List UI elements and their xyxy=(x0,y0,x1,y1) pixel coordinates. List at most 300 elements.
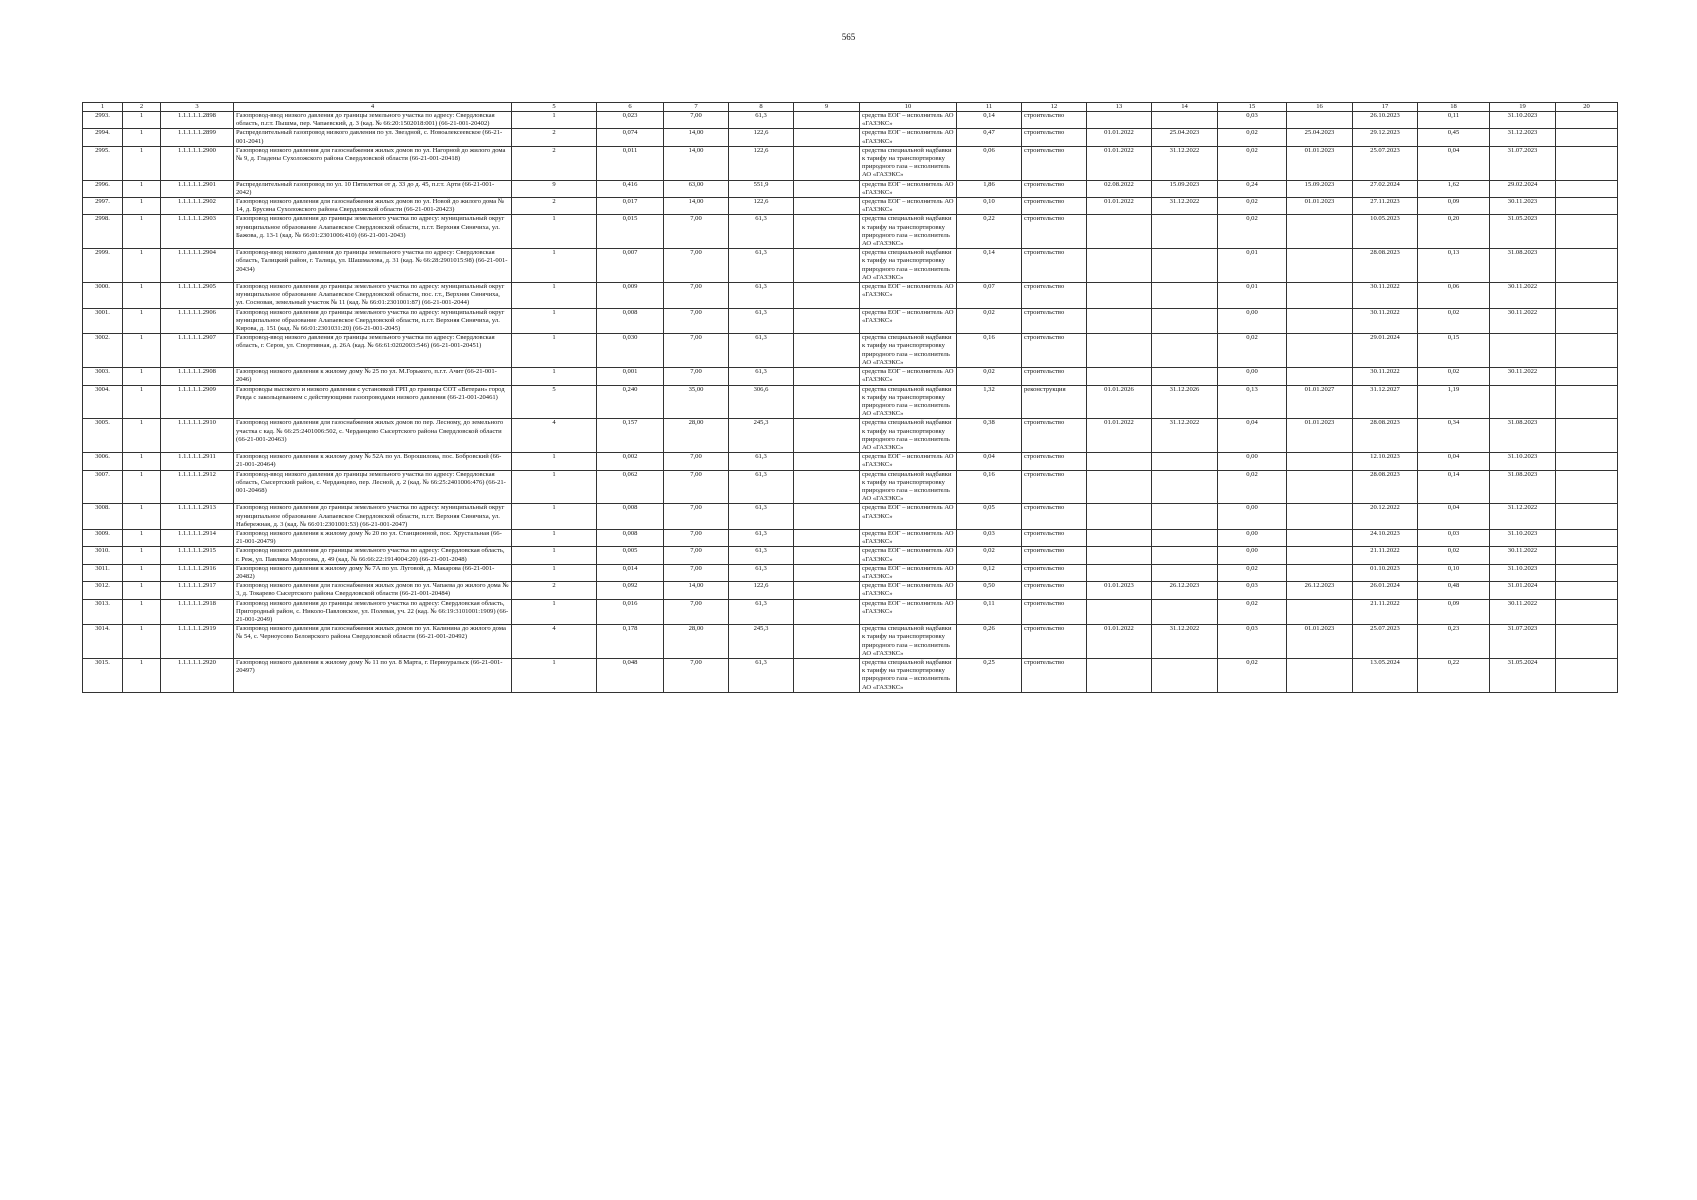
table-row xyxy=(83,215,1618,249)
table-cell-col-20 xyxy=(1556,308,1618,334)
table-cell-col-18: 0,23 xyxy=(1418,625,1490,659)
table-cell-col-3: 1.1.1.1.1.2900 xyxy=(161,146,234,180)
table-cell-col-2: 1 xyxy=(123,582,161,599)
table-cell-col-4: Газопровод низкого давления для газоснабжения жилых домов по ул. Калинина до жилого дома № 54, с. Черноусово Белоярского района Свердловской области (66-21-001-20492) xyxy=(234,625,512,659)
column-number-13: 13 xyxy=(1087,103,1152,112)
table-cell-col-17: 30.11.2022 xyxy=(1353,368,1418,385)
table-cell-col-4: Газопровод низкого давления до границы земельного участка по адресу: муниципальный округ муниципальное образование Алапаевское Свердловской области, п.г.т. Верхняя Синячиха, ул. Кирова, д. 151 (кад. № 66:01:2301031:20) (66-21-001-2045) xyxy=(234,308,512,334)
table-cell-col-18: 0,11 xyxy=(1418,112,1490,129)
table-cell-col-7: 14,00 xyxy=(664,129,729,146)
table-cell-col-8: 61,3 xyxy=(729,112,794,129)
table-cell-col-2: 1 xyxy=(123,180,161,197)
table-cell-col-10: средства ЕОГ – исполнитель АО «ГАЗЭКС» xyxy=(860,453,957,470)
table-cell-col-17: 30.11.2022 xyxy=(1353,283,1418,309)
table-cell-col-6: 0,157 xyxy=(597,419,664,453)
column-number-9: 9 xyxy=(794,103,860,112)
table-cell-col-16: 01.01.2027 xyxy=(1287,385,1353,419)
column-number-19: 19 xyxy=(1490,103,1556,112)
table-cell-col-3: 1.1.1.1.1.2908 xyxy=(161,368,234,385)
table-cell-col-8: 61,3 xyxy=(729,547,794,564)
table-cell-col-16 xyxy=(1287,599,1353,625)
column-number-16: 16 xyxy=(1287,103,1353,112)
table-cell-col-7: 7,00 xyxy=(664,470,729,504)
table-cell-col-3: 1.1.1.1.1.2906 xyxy=(161,308,234,334)
table-cell-col-16: 01.01.2023 xyxy=(1287,146,1353,180)
table-cell-col-15: 0,02 xyxy=(1218,599,1287,625)
table-cell-col-4: Газопровод низкого давления к жилому дому № 52А по ул. Ворошилова, пос. Бобровский (66-21-001-20464) xyxy=(234,453,512,470)
table-cell-col-14 xyxy=(1152,659,1218,693)
table-cell-col-10: средства ЕОГ – исполнитель АО «ГАЗЭКС» xyxy=(860,529,957,546)
table-cell-col-13 xyxy=(1087,599,1152,625)
table-cell-col-15: 0,02 xyxy=(1218,146,1287,180)
table-cell-col-18: 0,13 xyxy=(1418,249,1490,283)
table-cell-col-1: 3003. xyxy=(83,368,123,385)
table-cell-col-3: 1.1.1.1.1.2913 xyxy=(161,504,234,530)
table-cell-col-19: 30.11.2022 xyxy=(1490,308,1556,334)
table-cell-col-14: 15.09.2023 xyxy=(1152,180,1218,197)
table-cell-col-2: 1 xyxy=(123,198,161,215)
table-cell-col-14 xyxy=(1152,215,1218,249)
table-cell-col-2: 1 xyxy=(123,249,161,283)
table-cell-col-15: 0,04 xyxy=(1218,419,1287,453)
table-cell-col-4: Газопровод-ввод низкого давления до границы земельного участка по адресу: Свердловская область, п.г.т. Пышма, пер. Чапаевский, д. 3 (кад. № 66:20:1502018:001) (66-21-001-20402) xyxy=(234,112,512,129)
table-cell-col-8: 61,3 xyxy=(729,215,794,249)
table-cell-col-19: 30.11.2022 xyxy=(1490,283,1556,309)
table-cell-col-6: 0,017 xyxy=(597,198,664,215)
column-number-15: 15 xyxy=(1218,103,1287,112)
table-cell-col-1: 3007. xyxy=(83,470,123,504)
table-cell-col-4: Газопровод-ввод низкого давления до границы земельного участка по адресу: Свердловская область, Талицкий район, г. Талица, ул. Шашмалова, д. 31 (кад. № 66:28:2901015:98) (66-21-001-20434) xyxy=(234,249,512,283)
table-cell-col-7: 14,00 xyxy=(664,198,729,215)
table-cell-col-11: 0,02 xyxy=(957,547,1022,564)
table-cell-col-9 xyxy=(794,419,860,453)
table-cell-col-8: 245,3 xyxy=(729,419,794,453)
table-cell-col-20 xyxy=(1556,529,1618,546)
table-cell-col-10: средства ЕОГ – исполнитель АО «ГАЗЭКС» xyxy=(860,180,957,197)
table-cell-col-3: 1.1.1.1.1.2898 xyxy=(161,112,234,129)
table-cell-col-15: 0,13 xyxy=(1218,385,1287,419)
table-cell-col-7: 7,00 xyxy=(664,249,729,283)
table-cell-col-2: 1 xyxy=(123,129,161,146)
table-row xyxy=(83,180,1618,197)
table-cell-col-17: 27.02.2024 xyxy=(1353,180,1418,197)
table-cell-col-10: средства ЕОГ – исполнитель АО «ГАЗЭКС» xyxy=(860,547,957,564)
table-cell-col-2: 1 xyxy=(123,368,161,385)
table-cell-col-19: 31.10.2023 xyxy=(1490,529,1556,546)
table-cell-col-8: 122,6 xyxy=(729,198,794,215)
table-cell-col-10: средства ЕОГ – исполнитель АО «ГАЗЭКС» xyxy=(860,368,957,385)
table-cell-col-10: средства ЕОГ – исполнитель АО «ГАЗЭКС» xyxy=(860,283,957,309)
table-cell-col-5: 4 xyxy=(512,419,597,453)
table-cell-col-4: Газопровод низкого давления до границы земельного участка по адресу: Свердловская область, г. Реж, ул. Павлика Морозова, д. 49 (кад. № 66:66:22:1914004:20) (66-21-001-2048) xyxy=(234,547,512,564)
table-cell-col-12: строительство xyxy=(1022,146,1087,180)
table-cell-col-2: 1 xyxy=(123,564,161,581)
table-cell-col-9 xyxy=(794,529,860,546)
table-cell-col-20 xyxy=(1556,198,1618,215)
table-row xyxy=(83,582,1618,599)
table-cell-col-10: средства ЕОГ – исполнитель АО «ГАЗЭКС» xyxy=(860,308,957,334)
table-row xyxy=(83,146,1618,180)
table-cell-col-19: 31.05.2024 xyxy=(1490,659,1556,693)
table-cell-col-8: 61,3 xyxy=(729,659,794,693)
table-cell-col-6: 0,062 xyxy=(597,470,664,504)
table-cell-col-13: 01.01.2026 xyxy=(1087,385,1152,419)
table-cell-col-5: 9 xyxy=(512,180,597,197)
table-cell-col-12: строительство xyxy=(1022,334,1087,368)
column-number-12: 12 xyxy=(1022,103,1087,112)
table-cell-col-3: 1.1.1.1.1.2904 xyxy=(161,249,234,283)
column-number-1: 1 xyxy=(83,103,123,112)
table-cell-col-17: 31.12.2027 xyxy=(1353,385,1418,419)
table-cell-col-12: строительство xyxy=(1022,564,1087,581)
table-cell-col-14: 31.12.2022 xyxy=(1152,625,1218,659)
table-cell-col-19: 30.11.2023 xyxy=(1490,198,1556,215)
table-cell-col-12: строительство xyxy=(1022,453,1087,470)
column-number-7: 7 xyxy=(664,103,729,112)
table-cell-col-20 xyxy=(1556,659,1618,693)
table-cell-col-5: 5 xyxy=(512,385,597,419)
table-cell-col-6: 0,002 xyxy=(597,453,664,470)
table-cell-col-11: 0,02 xyxy=(957,368,1022,385)
table-cell-col-14 xyxy=(1152,504,1218,530)
table-cell-col-9 xyxy=(794,215,860,249)
table-cell-col-12: строительство xyxy=(1022,368,1087,385)
table-cell-col-1: 3009. xyxy=(83,529,123,546)
table-cell-col-20 xyxy=(1556,419,1618,453)
table-cell-col-4: Газопровод низкого давления к жилому дому № 25 по ул. М.Горького, п.г.т. Ачит (66-21-001-2046) xyxy=(234,368,512,385)
table-cell-col-10: средства специальной надбавки к тарифу на транспортировку природного газа – исполнитель АО «ГАЗЭКС» xyxy=(860,470,957,504)
column-number-row xyxy=(83,103,1618,112)
table-cell-col-13 xyxy=(1087,112,1152,129)
table-cell-col-19: 31.05.2023 xyxy=(1490,215,1556,249)
table-cell-col-20 xyxy=(1556,180,1618,197)
table-cell-col-9 xyxy=(794,308,860,334)
table-cell-col-7: 63,00 xyxy=(664,180,729,197)
table-cell-col-1: 3015. xyxy=(83,659,123,693)
table-cell-col-11: 0,38 xyxy=(957,419,1022,453)
table-cell-col-14: 31.12.2022 xyxy=(1152,419,1218,453)
page-number: 565 xyxy=(841,32,856,42)
table-cell-col-3: 1.1.1.1.1.2914 xyxy=(161,529,234,546)
table-cell-col-15: 0,00 xyxy=(1218,529,1287,546)
table-cell-col-1: 3005. xyxy=(83,419,123,453)
table-cell-col-15: 0,00 xyxy=(1218,547,1287,564)
table-cell-col-6: 0,007 xyxy=(597,249,664,283)
table-cell-col-16: 26.12.2023 xyxy=(1287,582,1353,599)
table-cell-col-5: 1 xyxy=(512,249,597,283)
table-cell-col-10: средства специальной надбавки к тарифу на транспортировку природного газа – исполнитель АО «ГАЗЭКС» xyxy=(860,334,957,368)
table-cell-col-15: 0,00 xyxy=(1218,504,1287,530)
table-cell-col-4: Газопровод низкого давления к жилому дому № 11 по ул. 8 Марта, г. Первоуральск (66-21-001-20497) xyxy=(234,659,512,693)
table-cell-col-13 xyxy=(1087,249,1152,283)
table-cell-col-19 xyxy=(1490,385,1556,419)
table-cell-col-19: 30.11.2022 xyxy=(1490,599,1556,625)
column-number-14: 14 xyxy=(1152,103,1218,112)
table-cell-col-10: средства специальной надбавки к тарифу на транспортировку природного газа – исполнитель АО «ГАЗЭКС» xyxy=(860,625,957,659)
table-cell-col-18: 1,62 xyxy=(1418,180,1490,197)
table-cell-col-19: 31.08.2023 xyxy=(1490,419,1556,453)
table-cell-col-3: 1.1.1.1.1.2910 xyxy=(161,419,234,453)
table-cell-col-2: 1 xyxy=(123,419,161,453)
table-cell-col-11: 0,14 xyxy=(957,112,1022,129)
table-cell-col-12: строительство xyxy=(1022,504,1087,530)
table-cell-col-4: Газопровод низкого давления к жилому дому № 20 по ул. Станционной, пос. Хрустальная (66-21-001-20479) xyxy=(234,529,512,546)
table-cell-col-15: 0,03 xyxy=(1218,625,1287,659)
table-cell-col-18: 0,06 xyxy=(1418,283,1490,309)
table-cell-col-15: 0,02 xyxy=(1218,215,1287,249)
table-cell-col-2: 1 xyxy=(123,453,161,470)
table-cell-col-18: 0,02 xyxy=(1418,368,1490,385)
table-cell-col-18: 0,15 xyxy=(1418,334,1490,368)
table-row xyxy=(83,599,1618,625)
table-cell-col-13: 01.01.2022 xyxy=(1087,625,1152,659)
table-cell-col-4: Газопровод-ввод низкого давления до границы земельного участка по адресу: Свердловская область, Сысертский район, с. Черданцево, пер. Лесной, д. 2 (кад. № 66:25:2401006:476) (66-21-001-20468) xyxy=(234,470,512,504)
table-cell-col-19: 30.11.2022 xyxy=(1490,368,1556,385)
table-cell-col-12: строительство xyxy=(1022,419,1087,453)
table-cell-col-13 xyxy=(1087,308,1152,334)
table-cell-col-9 xyxy=(794,453,860,470)
table-cell-col-9 xyxy=(794,470,860,504)
table-cell-col-8: 61,3 xyxy=(729,470,794,504)
table-cell-col-3: 1.1.1.1.1.2902 xyxy=(161,198,234,215)
table-cell-col-9 xyxy=(794,249,860,283)
column-number-5: 5 xyxy=(512,103,597,112)
table-cell-col-18: 0,03 xyxy=(1418,529,1490,546)
column-number-17: 17 xyxy=(1353,103,1418,112)
table-cell-col-13: 01.01.2022 xyxy=(1087,419,1152,453)
table-cell-col-11: 0,03 xyxy=(957,529,1022,546)
table-row xyxy=(83,283,1618,309)
table-cell-col-20 xyxy=(1556,112,1618,129)
table-cell-col-2: 1 xyxy=(123,308,161,334)
table-cell-col-2: 1 xyxy=(123,146,161,180)
table-cell-col-5: 1 xyxy=(512,112,597,129)
investment-table xyxy=(82,102,1617,693)
table-cell-col-9 xyxy=(794,334,860,368)
table-cell-col-12: строительство xyxy=(1022,129,1087,146)
table-cell-col-18: 0,14 xyxy=(1418,470,1490,504)
column-number-8: 8 xyxy=(729,103,794,112)
column-number-2: 2 xyxy=(123,103,161,112)
table-cell-col-4: Газопроводы высокого и низкого давления с установкой ГРП до границы СОТ «Ветеран» город Ревда с закольцеванием с действующими газопроводами низкого давления (66-21-001-20461) xyxy=(234,385,512,419)
table-cell-col-1: 2997. xyxy=(83,198,123,215)
table-cell-col-6: 0,015 xyxy=(597,215,664,249)
table-row xyxy=(83,112,1618,129)
table-cell-col-7: 7,00 xyxy=(664,308,729,334)
table-cell-col-4: Распределительный газопровод низкого давления по ул. Звездной, с. Новоалексеевское (66-21-001-2041) xyxy=(234,129,512,146)
table-cell-col-6: 0,030 xyxy=(597,334,664,368)
table-cell-col-7: 28,00 xyxy=(664,419,729,453)
table-cell-col-11: 0,14 xyxy=(957,249,1022,283)
table-cell-col-1: 3013. xyxy=(83,599,123,625)
table-cell-col-5: 1 xyxy=(512,283,597,309)
table-cell-col-18: 0,22 xyxy=(1418,659,1490,693)
table-cell-col-18: 0,04 xyxy=(1418,453,1490,470)
table-cell-col-9 xyxy=(794,599,860,625)
table-cell-col-10: средства специальной надбавки к тарифу на транспортировку природного газа – исполнитель АО «ГАЗЭКС» xyxy=(860,249,957,283)
table-cell-col-3: 1.1.1.1.1.2903 xyxy=(161,215,234,249)
table-cell-col-19: 31.12.2023 xyxy=(1490,129,1556,146)
table-cell-col-5: 2 xyxy=(512,129,597,146)
table-cell-col-3: 1.1.1.1.1.2920 xyxy=(161,659,234,693)
table-cell-col-20 xyxy=(1556,146,1618,180)
table-cell-col-17: 24.10.2023 xyxy=(1353,529,1418,546)
table-cell-col-11: 1,86 xyxy=(957,180,1022,197)
table-cell-col-11: 1,32 xyxy=(957,385,1022,419)
table-cell-col-5: 1 xyxy=(512,659,597,693)
table-cell-col-20 xyxy=(1556,385,1618,419)
table-cell-col-12: строительство xyxy=(1022,529,1087,546)
table-cell-col-7: 7,00 xyxy=(664,453,729,470)
table-cell-col-8: 61,3 xyxy=(729,308,794,334)
table-cell-col-20 xyxy=(1556,249,1618,283)
table-cell-col-5: 1 xyxy=(512,529,597,546)
table-cell-col-3: 1.1.1.1.1.2918 xyxy=(161,599,234,625)
table-cell-col-5: 1 xyxy=(512,504,597,530)
table-cell-col-20 xyxy=(1556,547,1618,564)
table-cell-col-6: 0,014 xyxy=(597,564,664,581)
table-cell-col-13 xyxy=(1087,215,1152,249)
table-cell-col-12: строительство xyxy=(1022,599,1087,625)
table-cell-col-1: 2994. xyxy=(83,129,123,146)
table-cell-col-15: 0,00 xyxy=(1218,368,1287,385)
table-cell-col-11: 0,16 xyxy=(957,470,1022,504)
table-cell-col-13: 01.01.2023 xyxy=(1087,582,1152,599)
table-cell-col-12: строительство xyxy=(1022,582,1087,599)
table-cell-col-4: Газопровод низкого давления к жилому дому № 7А по ул. Луговой, д. Макарова (66-21-001-20482) xyxy=(234,564,512,581)
table-cell-col-17: 29.01.2024 xyxy=(1353,334,1418,368)
table-cell-col-20 xyxy=(1556,129,1618,146)
table-cell-col-2: 1 xyxy=(123,470,161,504)
table-cell-col-20 xyxy=(1556,453,1618,470)
table-cell-col-3: 1.1.1.1.1.2915 xyxy=(161,547,234,564)
table-cell-col-1: 3012. xyxy=(83,582,123,599)
table-cell-col-14 xyxy=(1152,470,1218,504)
table-cell-col-18: 0,09 xyxy=(1418,198,1490,215)
table-cell-col-11: 0,04 xyxy=(957,453,1022,470)
table-cell-col-19: 31.12.2022 xyxy=(1490,504,1556,530)
table-cell-col-3: 1.1.1.1.1.2905 xyxy=(161,283,234,309)
table-cell-col-12: строительство xyxy=(1022,283,1087,309)
table-row xyxy=(83,198,1618,215)
table-cell-col-1: 3014. xyxy=(83,625,123,659)
table-cell-col-9 xyxy=(794,385,860,419)
table-cell-col-12: строительство xyxy=(1022,659,1087,693)
table-cell-col-14 xyxy=(1152,529,1218,546)
table-cell-col-10: средства специальной надбавки к тарифу на транспортировку природного газа – исполнитель АО «ГАЗЭКС» xyxy=(860,146,957,180)
table-cell-col-12: строительство xyxy=(1022,180,1087,197)
table-cell-col-2: 1 xyxy=(123,599,161,625)
column-number-6: 6 xyxy=(597,103,664,112)
table-cell-col-17: 30.11.2022 xyxy=(1353,308,1418,334)
table-cell-col-1: 3001. xyxy=(83,308,123,334)
table-cell-col-1: 3006. xyxy=(83,453,123,470)
table-cell-col-14 xyxy=(1152,547,1218,564)
table-cell-col-11: 0,02 xyxy=(957,308,1022,334)
table-cell-col-11: 0,06 xyxy=(957,146,1022,180)
table-cell-col-5: 1 xyxy=(512,215,597,249)
table-cell-col-20 xyxy=(1556,334,1618,368)
table-cell-col-8: 61,3 xyxy=(729,599,794,625)
table-cell-col-7: 28,00 xyxy=(664,625,729,659)
table-cell-col-11: 0,26 xyxy=(957,625,1022,659)
table-cell-col-16: 01.01.2023 xyxy=(1287,198,1353,215)
table-cell-col-10: средства ЕОГ – исполнитель АО «ГАЗЭКС» xyxy=(860,564,957,581)
table-cell-col-18: 0,45 xyxy=(1418,129,1490,146)
table-cell-col-9 xyxy=(794,504,860,530)
table-cell-col-14: 31.12.2022 xyxy=(1152,198,1218,215)
table-row xyxy=(83,529,1618,546)
table-cell-col-16 xyxy=(1287,659,1353,693)
table-cell-col-4: Газопровод низкого давления для газоснабжения жилых домов по ул. Новой до жилого дома № 14, д. Брусяна Сухоложского района Свердловской области (66-21-001-20423) xyxy=(234,198,512,215)
table-cell-col-18: 0,02 xyxy=(1418,547,1490,564)
table-cell-col-18: 0,02 xyxy=(1418,308,1490,334)
table-cell-col-2: 1 xyxy=(123,334,161,368)
table-cell-col-15: 0,02 xyxy=(1218,470,1287,504)
table-row xyxy=(83,547,1618,564)
table-cell-col-6: 0,178 xyxy=(597,625,664,659)
table-cell-col-9 xyxy=(794,547,860,564)
table-cell-col-13: 02.08.2022 xyxy=(1087,180,1152,197)
table-cell-col-14 xyxy=(1152,249,1218,283)
table-cell-col-18: 1,19 xyxy=(1418,385,1490,419)
table-cell-col-16 xyxy=(1287,504,1353,530)
table-cell-col-3: 1.1.1.1.1.2911 xyxy=(161,453,234,470)
table-cell-col-8: 61,3 xyxy=(729,564,794,581)
table-cell-col-14: 26.12.2023 xyxy=(1152,582,1218,599)
table-cell-col-7: 7,00 xyxy=(664,659,729,693)
table-cell-col-4: Газопровод-ввод низкого давления до границы земельного участка по адресу: Свердловская область, г. Серов, ул. Спортивная, д. 26А (кад. № 66:61:0202003:546) (66-21-001-20451) xyxy=(234,334,512,368)
table-cell-col-4: Газопровод низкого давления для газоснабжения жилых домов по пер. Лесному, до земельного участка с кад. № 66:25:2401006:502, с. Черданцево Сысертского района Свердловской области (66-21-001-20463) xyxy=(234,419,512,453)
table-cell-col-10: средства ЕОГ – исполнитель АО «ГАЗЭКС» xyxy=(860,112,957,129)
table-cell-col-20 xyxy=(1556,625,1618,659)
table-cell-col-18: 0,10 xyxy=(1418,564,1490,581)
table-cell-col-17: 25.07.2023 xyxy=(1353,146,1418,180)
table-cell-col-14 xyxy=(1152,334,1218,368)
table-cell-col-12: реконструкция xyxy=(1022,385,1087,419)
table-cell-col-18: 0,34 xyxy=(1418,419,1490,453)
table-row xyxy=(83,129,1618,146)
table-cell-col-1: 2998. xyxy=(83,215,123,249)
table-cell-col-11: 0,16 xyxy=(957,334,1022,368)
table-row xyxy=(83,334,1618,368)
table-cell-col-16 xyxy=(1287,283,1353,309)
table-cell-col-7: 7,00 xyxy=(664,547,729,564)
table-cell-col-14 xyxy=(1152,368,1218,385)
table-cell-col-16 xyxy=(1287,249,1353,283)
table-cell-col-8: 61,3 xyxy=(729,334,794,368)
table-cell-col-16: 01.01.2023 xyxy=(1287,625,1353,659)
table-cell-col-7: 7,00 xyxy=(664,504,729,530)
table-cell-col-1: 3011. xyxy=(83,564,123,581)
table-cell-col-1: 3004. xyxy=(83,385,123,419)
table-cell-col-7: 7,00 xyxy=(664,368,729,385)
table-cell-col-2: 1 xyxy=(123,215,161,249)
table-cell-col-13 xyxy=(1087,529,1152,546)
table-cell-col-5: 1 xyxy=(512,334,597,368)
table-cell-col-10: средства ЕОГ – исполнитель АО «ГАЗЭКС» xyxy=(860,504,957,530)
table-cell-col-14: 31.12.2022 xyxy=(1152,146,1218,180)
table-cell-col-19: 31.07.2023 xyxy=(1490,625,1556,659)
table-cell-col-9 xyxy=(794,625,860,659)
table-cell-col-10: средства ЕОГ – исполнитель АО «ГАЗЭКС» xyxy=(860,599,957,625)
table-cell-col-5: 2 xyxy=(512,198,597,215)
table-cell-col-15: 0,03 xyxy=(1218,582,1287,599)
table-cell-col-3: 1.1.1.1.1.2901 xyxy=(161,180,234,197)
table-cell-col-19: 31.10.2023 xyxy=(1490,453,1556,470)
table-cell-col-9 xyxy=(794,283,860,309)
table-cell-col-1: 3008. xyxy=(83,504,123,530)
